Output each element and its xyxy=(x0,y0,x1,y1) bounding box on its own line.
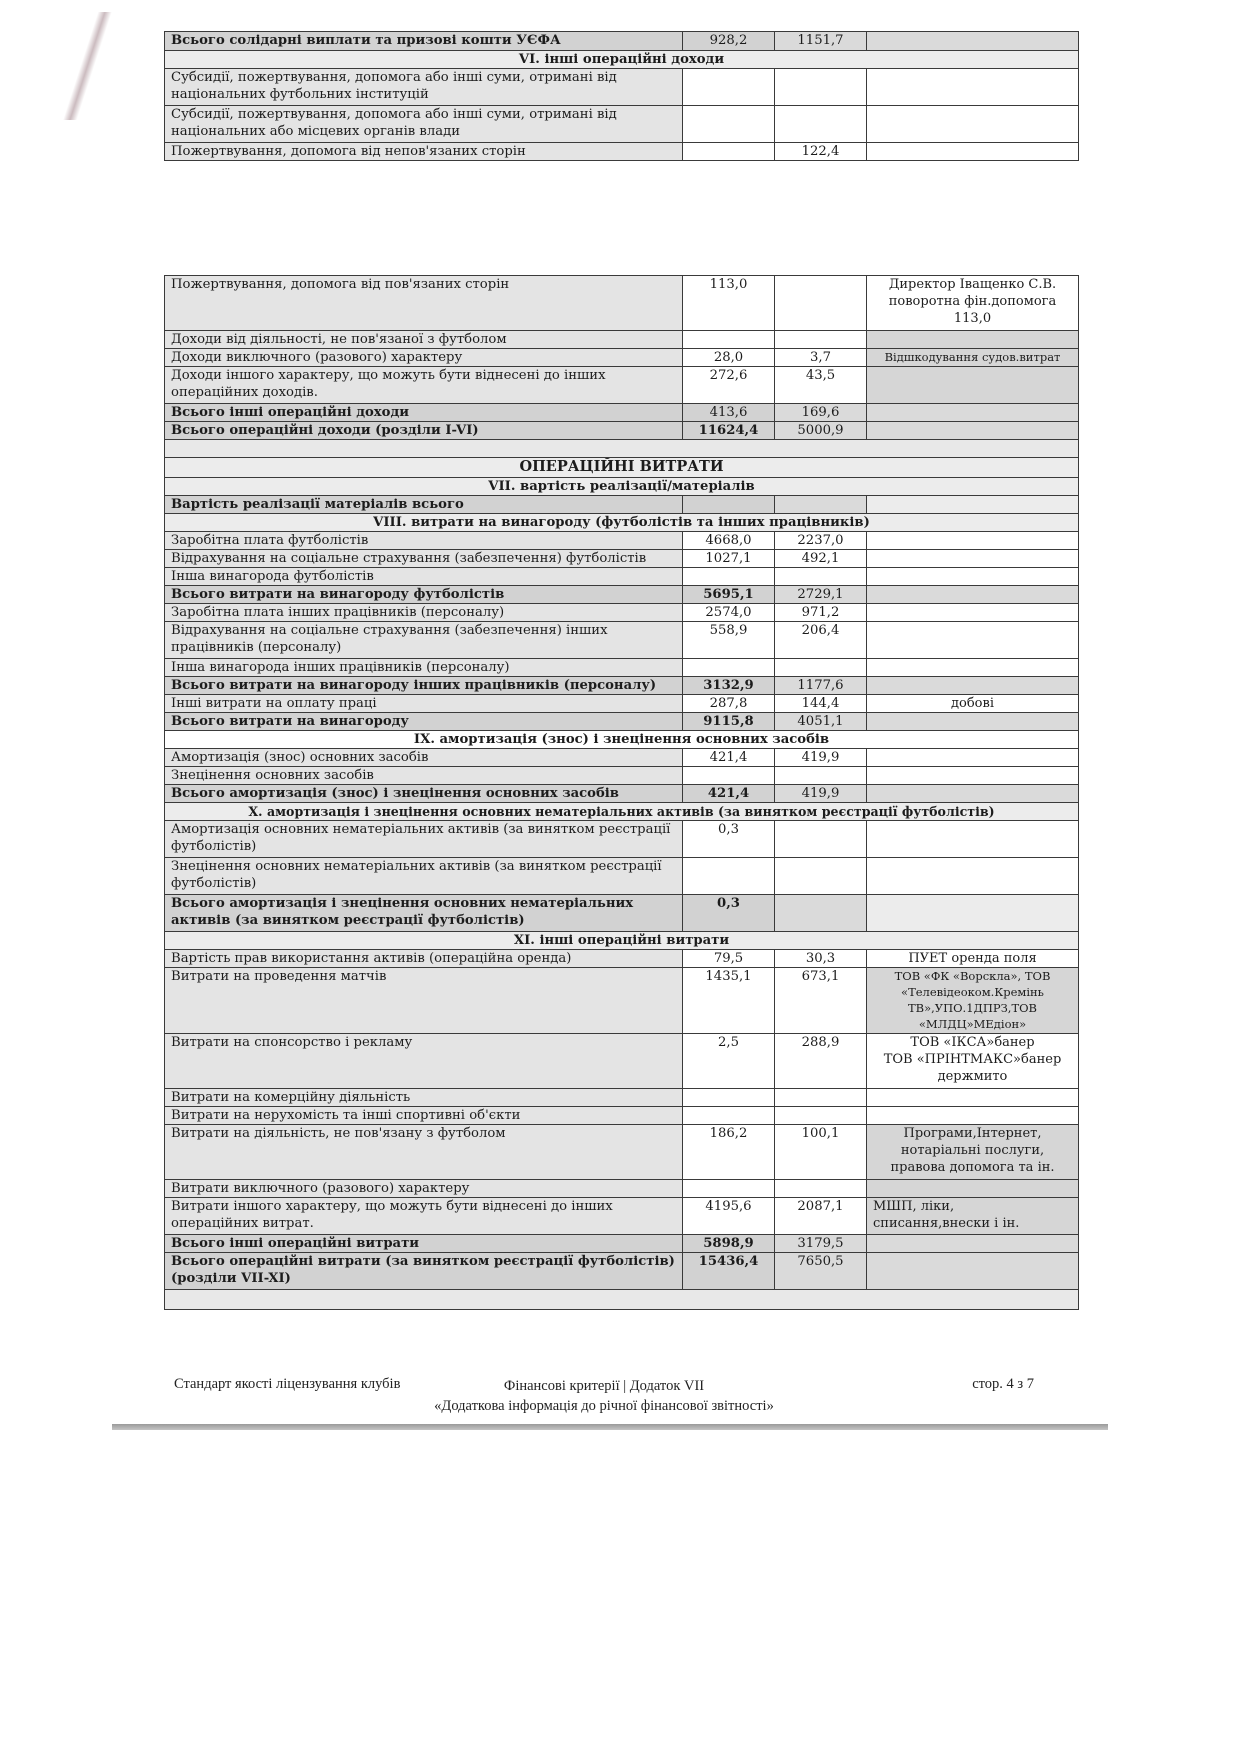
row-note xyxy=(867,276,1079,331)
value-previous: 169,6 xyxy=(775,404,867,422)
section-title: VI. інші операційні доходи xyxy=(165,51,1079,69)
note-line: ТВ»,УПО.1ДПРЗ,ТОВ xyxy=(907,1001,1038,1015)
value-current: 113,0 xyxy=(683,276,775,331)
row-label: Амортизація (знос) основних засобів xyxy=(165,749,683,767)
value-current xyxy=(683,659,775,677)
section-title: IX. амортизація (знос) і знецінення основних засобів xyxy=(165,731,1079,749)
value-current xyxy=(683,568,775,586)
row-label: Інші витрати на оплату праці xyxy=(165,695,683,713)
table-row xyxy=(165,968,1079,1034)
table-row xyxy=(165,367,1079,404)
value-current: 28,0 xyxy=(683,349,775,367)
row-label: Знецінення основних засобів xyxy=(165,767,683,785)
value-previous: 2729,1 xyxy=(775,586,867,604)
row-label: Заробітна плата футболістів xyxy=(165,532,683,550)
page-number: стор. 4 з 7 xyxy=(972,1376,1034,1392)
row-note xyxy=(867,143,1079,161)
row-label: Доходи виключного (разового) характеру xyxy=(165,349,683,367)
row-note xyxy=(867,858,1079,895)
value-previous: 30,3 xyxy=(775,950,867,968)
row-note xyxy=(867,713,1079,731)
table-row xyxy=(165,659,1079,677)
value-previous: 206,4 xyxy=(775,622,867,659)
value-current: 4195,6 xyxy=(683,1198,775,1235)
row-label: Витрати на спонсорство і рекламу xyxy=(165,1034,683,1089)
footer-criteria: Фінансові критерії | Додаток VII xyxy=(503,1378,705,1394)
value-current xyxy=(683,331,775,349)
row-note xyxy=(867,32,1079,51)
value-current: 4668,0 xyxy=(683,532,775,550)
value-previous: 288,9 xyxy=(775,1034,867,1089)
table-row xyxy=(165,532,1079,550)
value-previous: 673,1 xyxy=(775,968,867,1034)
value-previous: 2237,0 xyxy=(775,532,867,550)
row-label: Всього солідарні виплати та призові кошти УЄФА xyxy=(165,32,683,51)
note-line: ТОВ «ФК «Ворскла», ТОВ xyxy=(894,969,1051,983)
row-label: Витрати виключного (разового) характеру xyxy=(165,1180,683,1198)
value-current xyxy=(683,143,775,161)
value-current: 287,8 xyxy=(683,695,775,713)
value-previous: 4051,1 xyxy=(775,713,867,731)
value-previous: 492,1 xyxy=(775,550,867,568)
row-label: Всього амортизація (знос) і знецінення основних засобів xyxy=(165,785,683,803)
note-line: правова допомога та ін. xyxy=(890,1160,1055,1175)
row-label: Витрати на проведення матчів xyxy=(165,968,683,1034)
row-label: Субсидії, пожертвування, допомога або інші суми, отримані від національних або місцевих органів влади xyxy=(165,106,683,143)
section-title: VII. вартість реалізації/матеріалів xyxy=(165,478,1079,496)
footer-divider xyxy=(112,1424,1108,1430)
row-note xyxy=(867,1235,1079,1253)
table-row-total xyxy=(165,895,1079,932)
value-current: 3132,9 xyxy=(683,677,775,695)
value-previous xyxy=(775,858,867,895)
table-row-total xyxy=(165,422,1079,440)
row-label: Всього витрати на винагороду інших працівників (персоналу) xyxy=(165,677,683,695)
section-header-row xyxy=(165,458,1079,478)
value-previous xyxy=(775,568,867,586)
row-note xyxy=(867,968,1079,1034)
table-row xyxy=(165,1034,1079,1089)
row-label: Заробітна плата інших працівників (персоналу) xyxy=(165,604,683,622)
row-label: Всього витрати на винагороду футболістів xyxy=(165,586,683,604)
section-header-row xyxy=(165,731,1079,749)
value-previous xyxy=(775,106,867,143)
value-current: 5898,9 xyxy=(683,1235,775,1253)
row-note: Відшкодування судов.витрат xyxy=(867,349,1079,367)
footer-standard-title: Стандарт якості ліцензування клубів xyxy=(174,1376,401,1392)
value-current: 1027,1 xyxy=(683,550,775,568)
row-note xyxy=(867,1180,1079,1198)
financial-table xyxy=(164,275,1079,1310)
row-label: Вартість прав використання активів (операційна оренда) xyxy=(165,950,683,968)
value-previous xyxy=(775,895,867,932)
value-current: 558,9 xyxy=(683,622,775,659)
row-label: Всього інші операційні доходи xyxy=(165,404,683,422)
value-current: 421,4 xyxy=(683,785,775,803)
value-previous xyxy=(775,659,867,677)
row-label: Всього операційні доходи (розділи I-VI) xyxy=(165,422,683,440)
value-previous xyxy=(775,1089,867,1107)
main-section-title: ОПЕРАЦІЙНІ ВИТРАТИ xyxy=(165,458,1079,478)
note-line: «МЛДЦ»МЕдіон» xyxy=(918,1017,1027,1031)
table-row xyxy=(165,32,1079,51)
row-label: Амортизація основних нематеріальних активів (за винятком реєстрації футболістів) xyxy=(165,821,683,858)
row-label: Всього операційні витрати (за винятком реєстрації футболістів) (розділи VII-XI) xyxy=(165,1253,683,1290)
row-label: Доходи від діяльності, не пов'язаної з футболом xyxy=(165,331,683,349)
row-label: Пожертвування, допомога від пов'язаних сторін xyxy=(165,276,683,331)
value-current: 2,5 xyxy=(683,1034,775,1089)
value-current: 5695,1 xyxy=(683,586,775,604)
value-current xyxy=(683,1180,775,1198)
table-row-total xyxy=(165,677,1079,695)
table-row-total xyxy=(165,586,1079,604)
section-header-row xyxy=(165,51,1079,69)
note-line: нотаріальні послуги, xyxy=(900,1143,1045,1158)
row-note xyxy=(867,659,1079,677)
row-note xyxy=(867,586,1079,604)
row-note xyxy=(867,767,1079,785)
row-note xyxy=(867,532,1079,550)
value-previous xyxy=(775,496,867,514)
note-line: списання,внески і ін. xyxy=(873,1216,1020,1231)
row-label: Витрати на комерційну діяльність xyxy=(165,1089,683,1107)
table-row xyxy=(165,331,1079,349)
note-line: МШП, ліки, xyxy=(873,1199,955,1214)
table-row xyxy=(165,767,1079,785)
row-label: Субсидії, пожертвування, допомога або інші суми, отримані від національних футбольних інституцій xyxy=(165,69,683,106)
note-line: Директор Іващенко С.В. xyxy=(888,277,1057,292)
row-note xyxy=(867,821,1079,858)
row-label: Всього витрати на винагороду xyxy=(165,713,683,731)
value-previous: 971,2 xyxy=(775,604,867,622)
value-current xyxy=(683,496,775,514)
row-label: Відрахування на соціальне страхування (забезпечення) інших працівників (персоналу) xyxy=(165,622,683,659)
table-row xyxy=(165,749,1079,767)
value-current: 272,6 xyxy=(683,367,775,404)
row-note xyxy=(867,69,1079,106)
value-previous: 43,5 xyxy=(775,367,867,404)
table-row xyxy=(165,1125,1079,1180)
spacer-row xyxy=(165,1290,1079,1310)
row-note xyxy=(867,749,1079,767)
table-row xyxy=(165,622,1079,659)
note-line: 113,0 xyxy=(953,311,992,326)
table-row-total xyxy=(165,1235,1079,1253)
value-previous xyxy=(775,276,867,331)
table-row xyxy=(165,858,1079,895)
section-header-row xyxy=(165,932,1079,950)
value-previous: 419,9 xyxy=(775,749,867,767)
row-label: Витрати іншого характеру, що можуть бути віднесені до інших операційних витрат. xyxy=(165,1198,683,1235)
value-current: 15436,4 xyxy=(683,1253,775,1290)
row-note xyxy=(867,1253,1079,1290)
table-row-total xyxy=(165,785,1079,803)
row-note xyxy=(867,367,1079,404)
footer-center xyxy=(174,1376,1034,1416)
row-note xyxy=(867,422,1079,440)
row-note xyxy=(867,1107,1079,1125)
row-label: Витрати на діяльність, не пов'язану з футболом xyxy=(165,1125,683,1180)
value-previous: 7650,5 xyxy=(775,1253,867,1290)
table-row xyxy=(165,69,1079,106)
value-current: 0,3 xyxy=(683,895,775,932)
table-row-total xyxy=(165,713,1079,731)
section-title: VIII. витрати на винагороду (футболістів та інших працівників) xyxy=(165,514,1079,532)
value-previous xyxy=(775,1180,867,1198)
row-note: ПУЕТ оренда поля xyxy=(867,950,1079,968)
row-note xyxy=(867,106,1079,143)
table-row xyxy=(165,950,1079,968)
table-row xyxy=(165,106,1079,143)
value-current xyxy=(683,69,775,106)
note-line: ТОВ «ІКСА»банер xyxy=(910,1035,1035,1050)
scan-artifact-streak xyxy=(63,12,112,120)
table-row xyxy=(165,143,1079,161)
value-previous: 122,4 xyxy=(775,143,867,161)
table-row xyxy=(165,604,1079,622)
value-previous xyxy=(775,821,867,858)
note-line: Програми,Інтернет, xyxy=(903,1126,1042,1141)
row-note xyxy=(867,1198,1079,1235)
table-row xyxy=(165,695,1079,713)
table-row xyxy=(165,568,1079,586)
table-row-total xyxy=(165,1253,1079,1290)
value-current: 2574,0 xyxy=(683,604,775,622)
row-note xyxy=(867,895,1079,932)
value-previous: 144,4 xyxy=(775,695,867,713)
value-current: 413,6 xyxy=(683,404,775,422)
value-current xyxy=(683,1089,775,1107)
row-note xyxy=(867,1089,1079,1107)
value-current xyxy=(683,767,775,785)
value-current: 421,4 xyxy=(683,749,775,767)
value-current xyxy=(683,1107,775,1125)
table-row xyxy=(165,1198,1079,1235)
value-previous: 1151,7 xyxy=(775,32,867,51)
value-current: 928,2 xyxy=(683,32,775,51)
row-note xyxy=(867,331,1079,349)
row-label: Пожертвування, допомога від непов'язаних сторін xyxy=(165,143,683,161)
table-row xyxy=(165,1180,1079,1198)
row-label: Всього інші операційні витрати xyxy=(165,1235,683,1253)
table-row xyxy=(165,349,1079,367)
table-row xyxy=(165,496,1079,514)
row-label: Вартість реалізації матеріалів всього xyxy=(165,496,683,514)
value-current: 9115,8 xyxy=(683,713,775,731)
value-current xyxy=(683,106,775,143)
value-previous: 5000,9 xyxy=(775,422,867,440)
table-row xyxy=(165,550,1079,568)
value-current: 1435,1 xyxy=(683,968,775,1034)
row-note xyxy=(867,604,1079,622)
row-note xyxy=(867,404,1079,422)
row-label: Знецінення основних нематеріальних активів (за винятком реєстрації футболістів) xyxy=(165,858,683,895)
row-note xyxy=(867,1125,1079,1180)
value-previous: 3,7 xyxy=(775,349,867,367)
row-note xyxy=(867,550,1079,568)
row-note xyxy=(867,496,1079,514)
row-label: Інша винагорода інших працівників (персоналу) xyxy=(165,659,683,677)
section-header-row xyxy=(165,514,1079,532)
value-previous: 100,1 xyxy=(775,1125,867,1180)
note-line: ТОВ «ПРІНТМАКС»банер xyxy=(883,1052,1062,1067)
table-row-total xyxy=(165,404,1079,422)
value-previous: 2087,1 xyxy=(775,1198,867,1235)
value-current xyxy=(683,858,775,895)
value-previous xyxy=(775,1107,867,1125)
financial-table-continued xyxy=(164,31,1079,161)
note-line: «Телевідеоком.Кремінь xyxy=(901,985,1044,999)
row-note xyxy=(867,785,1079,803)
row-label: Витрати на нерухомість та інші спортивні об'єкти xyxy=(165,1107,683,1125)
table-row xyxy=(165,821,1079,858)
value-current: 0,3 xyxy=(683,821,775,858)
value-previous xyxy=(775,331,867,349)
row-label: Доходи іншого характеру, що можуть бути віднесені до інших операційних доходів. xyxy=(165,367,683,404)
value-current: 11624,4 xyxy=(683,422,775,440)
table-row xyxy=(165,1089,1079,1107)
value-previous: 1177,6 xyxy=(775,677,867,695)
value-current: 186,2 xyxy=(683,1125,775,1180)
value-previous: 3179,5 xyxy=(775,1235,867,1253)
row-note xyxy=(867,622,1079,659)
section-header-row xyxy=(165,803,1079,821)
row-note xyxy=(867,1034,1079,1089)
value-previous xyxy=(775,69,867,106)
table-row xyxy=(165,276,1079,331)
value-previous: 419,9 xyxy=(775,785,867,803)
value-previous xyxy=(775,767,867,785)
value-current: 79,5 xyxy=(683,950,775,968)
footer-subtitle: «Додаткова інформація до річної фінансової звітності» xyxy=(434,1398,774,1414)
section-header-row xyxy=(165,478,1079,496)
row-note xyxy=(867,568,1079,586)
note-line: держмито xyxy=(937,1069,1008,1084)
row-label: Відрахування на соціальне страхування (забезпечення) футболістів xyxy=(165,550,683,568)
row-label: Інша винагорода футболістів xyxy=(165,568,683,586)
row-label: Всього амортизація і знецінення основних нематеріальних активів (за винятком реєстрації футболістів) xyxy=(165,895,683,932)
section-title: XI. інші операційні витрати xyxy=(165,932,1079,950)
section-title: X. амортизація і знецінення основних нематеріальних активів (за винятком реєстрації футболістів) xyxy=(165,803,1079,821)
row-note xyxy=(867,677,1079,695)
note-line: поворотна фін.допомога xyxy=(888,294,1057,309)
spacer-row xyxy=(165,440,1079,458)
table-row xyxy=(165,1107,1079,1125)
row-note: добові xyxy=(867,695,1079,713)
